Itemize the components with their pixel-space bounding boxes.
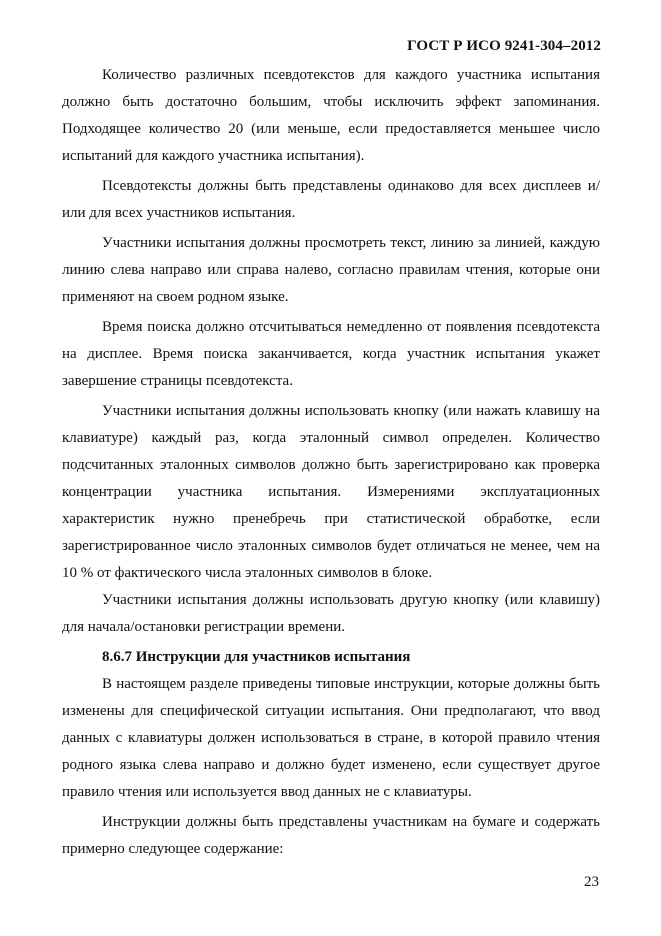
paragraph-instructions-on-paper: Инструкции должны быть представлены участникам на бумаге и содержать примерно следующее содержание:	[62, 814, 600, 857]
paragraph-reference-symbols: Участники испытания должны использовать кнопку (или нажать клавишу на клавиатуре) каждый раз, когда эталонный символ определен. Количество подсчитанных эталонных символов должно быть зарегистрировано как проверка концентрации участника испытания. Измерениями эксплуатационных характеристик нужно пренебречь при статистической обработке, если зарегистрированное число эталонных символов будет отличаться не менее, чем на 10 % от фактического числа эталонных символов в блоке.	[62, 403, 600, 581]
section-heading: 8.6.7 Инструкции для участников испытания	[102, 649, 411, 665]
paragraph-timing-button: Участники испытания должны использовать другую кнопку (или клавишу) для начала/остановки регистрации времени.	[62, 592, 600, 635]
document-header: ГОСТ Р ИСО 9241-304–2012	[407, 38, 601, 54]
paragraph-pseudotext-presentation: Псевдотексты должны быть представлены одинаково для всех дисплеев и/или для всех участников испытания.	[62, 178, 600, 221]
paragraph-reading-rules: Участники испытания должны просмотреть текст, линию за линией, каждую линию слева направо или справа налево, согласно правилам чтения, которые они применяют на своем родном языке.	[62, 235, 600, 305]
document-body	[62, 62, 600, 863]
page-number: 23	[584, 874, 599, 890]
paragraph-search-time: Время поиска должно отсчитываться немедленно от появления псевдотекста на дисплее. Время поиска заканчивается, когда участник испытания укажет завершение страницы псевдотекста.	[62, 319, 600, 389]
paragraph-pseudotext-count: Количество различных псевдотекстов для каждого участника испытания должно быть достаточно большим, чтобы исключить эффект запоминания. Подходящее количество 20 (или меньше, если предоставляется меньшее число испытаний для каждого участника испытания).	[62, 67, 600, 164]
paragraph-typical-instructions: В настоящем разделе приведены типовые инструкции, которые должны быть изменены для специфической ситуации испытания. Они предполагают, что ввод данных с клавиатуры должен использоваться в стране, в которой правило чтения родного языка слева направо и должно будет изменено, если существует другое правило чтения или используется ввод данных не с клавиатуры.	[62, 676, 600, 800]
